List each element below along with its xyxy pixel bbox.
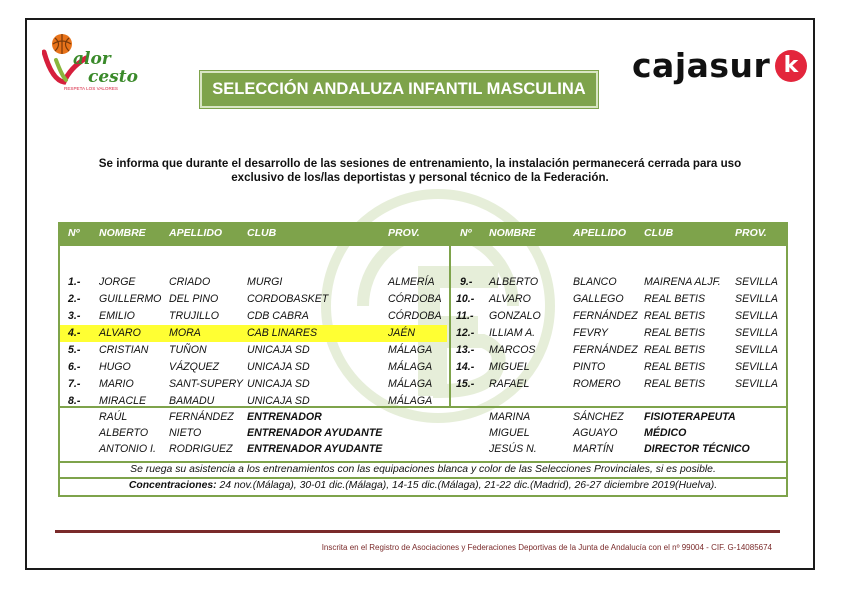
cajasur-logo xyxy=(632,46,810,86)
staff-row: ANTONIO I. RODRIGUEZ ENTRENADOR AYUDANTE JESÚS N. MARTÍN DIRECTOR TÉCNICO xyxy=(99,443,750,455)
header-club-right: CLUB xyxy=(644,227,674,239)
concentrations-note xyxy=(58,479,788,497)
table-row: 12.- ILLIAM A. FEVRY REAL BETIS SEVILLA xyxy=(456,327,778,339)
footer-registry-text: Inscrita en el Registro de Asociaciones y Federaciones Deportivas de la Junta de Andalucía con el nº 99004 - CIF. G-14085674 xyxy=(321,543,772,552)
staff-row: RAÚL FERNÁNDEZ ENTRENADOR MARINA SÁNCHEZ FISIOTERAPEUTA xyxy=(99,411,736,423)
table-row: 6.- HUGO VÁZQUEZ UNICAJA SD MÁLAGA xyxy=(68,361,433,373)
header-num-left: Nº xyxy=(68,227,80,239)
cajasur-wordmark: cajasur xyxy=(632,46,771,85)
table-row: 2.- GUILLERMO DEL PINO CORDOBASKET CÓRDOBA xyxy=(68,293,442,305)
table-row: 9.- ALBERTO BLANCO MAIRENA ALJF. SEVILLA xyxy=(460,276,778,288)
staff-row: ALBERTO NIETO ENTRENADOR AYUDANTE MIGUEL AGUAYO MÉDICO xyxy=(99,427,687,439)
closure-notice xyxy=(50,157,790,185)
players-section xyxy=(58,246,788,406)
staff-section xyxy=(58,406,788,461)
valorcesto-logo xyxy=(42,30,152,92)
table-row-highlighted: 4.- ALVARO MORA CAB LINARES JAÉN xyxy=(60,325,786,342)
table-row: 8.- MIRACLE BAMADU UNICAJA SD MÁLAGA xyxy=(68,395,433,407)
table-row: 14.- MIGUEL PINTO REAL BETIS SEVILLA xyxy=(456,361,778,373)
header-club-left: CLUB xyxy=(247,227,277,239)
svg-text:alor: alor xyxy=(73,49,111,69)
header-surname-left: APELLIDO xyxy=(169,227,223,239)
concentrations-dates: 24 nov.(Málaga), 30-01 dic.(Málaga), 14-15 dic.(Málaga), 21-22 dic.(Madrid), 26-27 diciembre 2019(Huelva). xyxy=(216,480,718,491)
table-row: 3.- EMILIO TRUJILLO CDB CABRA CÓRDOBA xyxy=(68,310,442,322)
header-prov-right: PROV. xyxy=(735,227,767,239)
svg-text:RESPETA LOS VALORES: RESPETA LOS VALORES xyxy=(64,86,118,91)
header-prov-left: PROV. xyxy=(388,227,420,239)
table-header xyxy=(58,222,788,246)
page-title: SELECCIÓN ANDALUZA INFANTIL MASCULINA xyxy=(200,71,598,108)
table-row: 7.- MARIO SANT-SUPERY UNICAJA SD MÁLAGA xyxy=(68,378,433,390)
header-surname-right: APELLIDO xyxy=(573,227,627,239)
equipment-note: Se ruega su asistencia a los entrenamientos con las equipaciones blanca y color de las Selecciones Provinciales, si es posible. xyxy=(58,461,788,479)
header-name-left: NOMBRE xyxy=(99,227,146,239)
cajasur-k-icon: k xyxy=(775,50,807,82)
header-num-right: Nº xyxy=(460,227,472,239)
notice-line-1: Se informa que durante el desarrollo de las sesiones de entrenamiento, la instalación permanecerá cerrada para uso xyxy=(98,157,742,170)
table-row: 11.- GONZALO FERNÁNDEZ REAL BETIS SEVILLA xyxy=(456,310,778,322)
valorcesto-logo-graphic xyxy=(42,30,152,92)
table-row: 10.- ALVARO GALLEGO REAL BETIS SEVILLA xyxy=(456,293,778,305)
table-row: 5.- CRISTIAN TUÑON UNICAJA SD MÁLAGA xyxy=(68,344,433,356)
table-row: 13.- MARCOS FERNÁNDEZ REAL BETIS SEVILLA xyxy=(456,344,778,356)
svg-text:cesto: cesto xyxy=(88,67,138,87)
notice-line-2: exclusivo de los/las deportistas y personal técnico de la Federación. xyxy=(231,171,609,184)
table-row: 15.- RAFAEL ROMERO REAL BETIS SEVILLA xyxy=(456,378,778,390)
concentrations-label: Concentraciones: xyxy=(128,480,217,491)
footer-divider xyxy=(55,530,780,533)
header-name-right: NOMBRE xyxy=(489,227,536,239)
roster-table xyxy=(58,222,788,497)
table-row: 1.- JORGE CRIADO MURGI ALMERÍA xyxy=(68,276,435,288)
